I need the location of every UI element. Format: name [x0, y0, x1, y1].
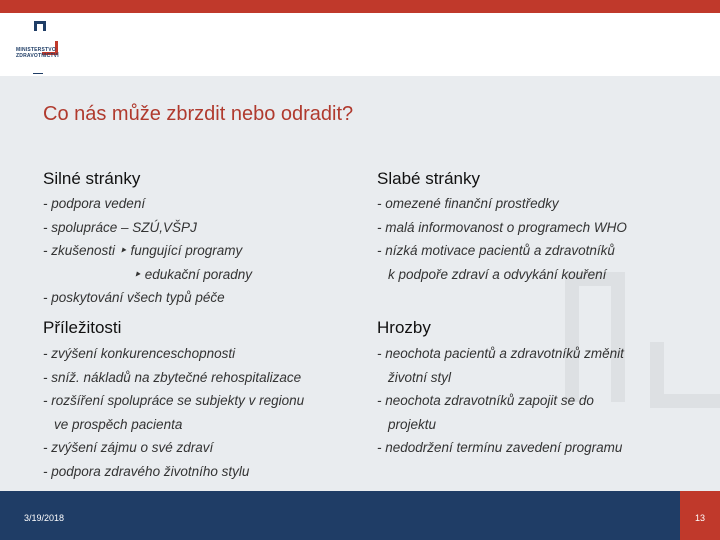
list-item: - neochota pacientů a zdravotníků změnit: [377, 346, 624, 361]
list-item: - nedodržení termínu zavedení programu: [377, 440, 623, 455]
strengths-list: [43, 192, 252, 310]
logo-text: MINISTERSTVO ZDRAVOTNICTVÍ: [16, 47, 59, 59]
footer-bar: [0, 491, 720, 540]
list-item: - nízká motivace pacientů a zdravotníků: [377, 243, 615, 258]
decorative-square-outline-lower: [650, 342, 720, 408]
list-item: k podpoře zdraví a odvykání kouření: [388, 266, 607, 282]
list-item: ve prospěch pacienta: [54, 416, 183, 432]
weaknesses-list: [377, 192, 627, 286]
opportunities-list: [43, 342, 304, 483]
weaknesses-heading: Slabé stránky: [377, 169, 480, 188]
slide-date: 3/19/2018: [24, 513, 65, 523]
list-item: ‣ edukační poradny: [133, 266, 253, 282]
list-item: - spolupráce – SZÚ,VŠPJ: [43, 219, 197, 235]
list-item: - podpora vedení: [43, 196, 146, 211]
slide-title: Co nás může zbrzdit nebo odradit?: [43, 103, 354, 125]
list-item: - poskytování všech typů péče: [43, 290, 225, 305]
list-item: životní styl: [388, 369, 452, 385]
list-item: - malá informovanost o programech WHO: [377, 219, 627, 235]
list-item: projektu: [388, 416, 437, 432]
list-item: - zkušenosti ‣ fungující programy: [43, 243, 243, 258]
list-item: - neochota zdravotníků zapojit se do: [377, 393, 594, 408]
header-band: [0, 13, 720, 76]
opportunities-heading: Příležitosti: [43, 318, 122, 337]
list-item: - omezené finanční prostředky: [377, 196, 559, 211]
logo-square-top: [34, 21, 46, 31]
ministry-logo: [16, 21, 62, 75]
list-item: - zvýšení zájmu o své zdraví: [43, 440, 214, 455]
list-item: - sníž. nákladů na zbytečné rehospitalizace: [43, 369, 302, 385]
page-number: 13: [680, 491, 720, 540]
top-accent-bar: [0, 0, 720, 13]
list-item: - podpora zdravého životního stylu: [43, 463, 250, 479]
logo-underline: [33, 73, 43, 74]
list-item: - rozšíření spolupráce se subjekty v regionu: [43, 393, 305, 408]
threats-heading: Hrozby: [377, 318, 431, 337]
strengths-heading: Silné stránky: [43, 169, 141, 188]
list-item: - zvýšení konkurenceschopnosti: [43, 346, 236, 361]
threats-list: [377, 342, 624, 460]
